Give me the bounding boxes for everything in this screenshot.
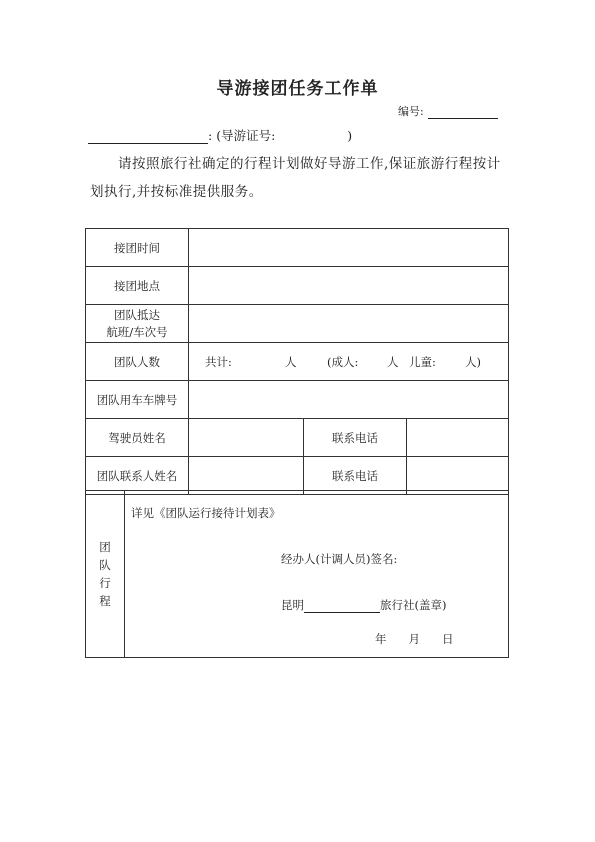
month-label: 月 [408,632,420,646]
group-size-label: 团队人数 [86,343,189,381]
agency-line [281,597,446,613]
driver-name-label: 驾驶员姓名 [86,419,189,457]
total-unit: 人 [285,354,297,369]
serial-label: 编号: [398,105,424,118]
itinerary-table [85,490,509,658]
intro-paragraph: 请按照旅行社确定的行程计划做好导游工作,保证旅游行程按计划执行,并按标准提供服务。 [90,156,501,200]
vehicle-plate-label: 团队用车车牌号 [86,381,189,419]
agency-name-field[interactable] [304,600,380,613]
driver-phone-value[interactable] [407,419,509,457]
pickup-place-value[interactable] [189,267,509,305]
itinerary-char: 程 [99,594,111,608]
day-label: 日 [442,632,454,646]
guide-cert-open: (导游证号: [216,128,276,143]
agency-prefix: 昆明 [281,598,304,612]
adult-label: (成人: [327,354,359,369]
serial-number [398,103,498,119]
task-form-table [85,228,509,495]
driver-name-value[interactable] [189,419,304,457]
pickup-time-label: 接团时间 [86,229,189,267]
itinerary-label [86,491,125,658]
itinerary-char: 队 [99,558,111,572]
vehicle-plate-value[interactable] [189,381,509,419]
year-label: 年 [375,632,387,646]
agency-suffix: 旅行社(盖章) [380,598,447,612]
see-plan-text: 详见《团队运行接待计划表》 [131,506,281,520]
group-contact-label: 团队联系人姓名 [86,457,189,495]
arrival-label-line2: 航班/车次号 [106,324,168,339]
child-unit: 人) [465,354,481,369]
document-title: 导游接团任务工作单 [216,79,379,99]
arrival-value[interactable] [189,305,509,343]
group-contact-phone-value[interactable] [407,457,509,495]
itinerary-char: 行 [99,576,111,590]
total-label: 共计: [205,354,232,369]
itinerary-char: 团 [99,540,111,554]
date-line [375,631,476,647]
arrival-label [86,305,189,343]
pickup-time-value[interactable] [189,229,509,267]
group-contact-phone-label: 联系电话 [304,457,407,495]
itinerary-content[interactable] [125,491,509,658]
group-contact-value[interactable] [189,457,304,495]
arrival-label-line1: 团队抵达 [114,307,160,322]
pickup-place-label: 接团地点 [86,267,189,305]
driver-phone-label: 联系电话 [304,419,407,457]
guide-cert-close: ) [347,128,353,143]
adult-unit: 人 [387,354,399,369]
child-label: 儿童: [409,354,436,369]
guide-line [88,126,352,144]
guide-name-field[interactable] [88,130,208,144]
guide-colon: : [208,128,213,143]
serial-number-field[interactable] [428,106,498,119]
signer-label: 经办人(计调人员)签名: [281,552,398,566]
group-size-value[interactable] [189,343,509,381]
